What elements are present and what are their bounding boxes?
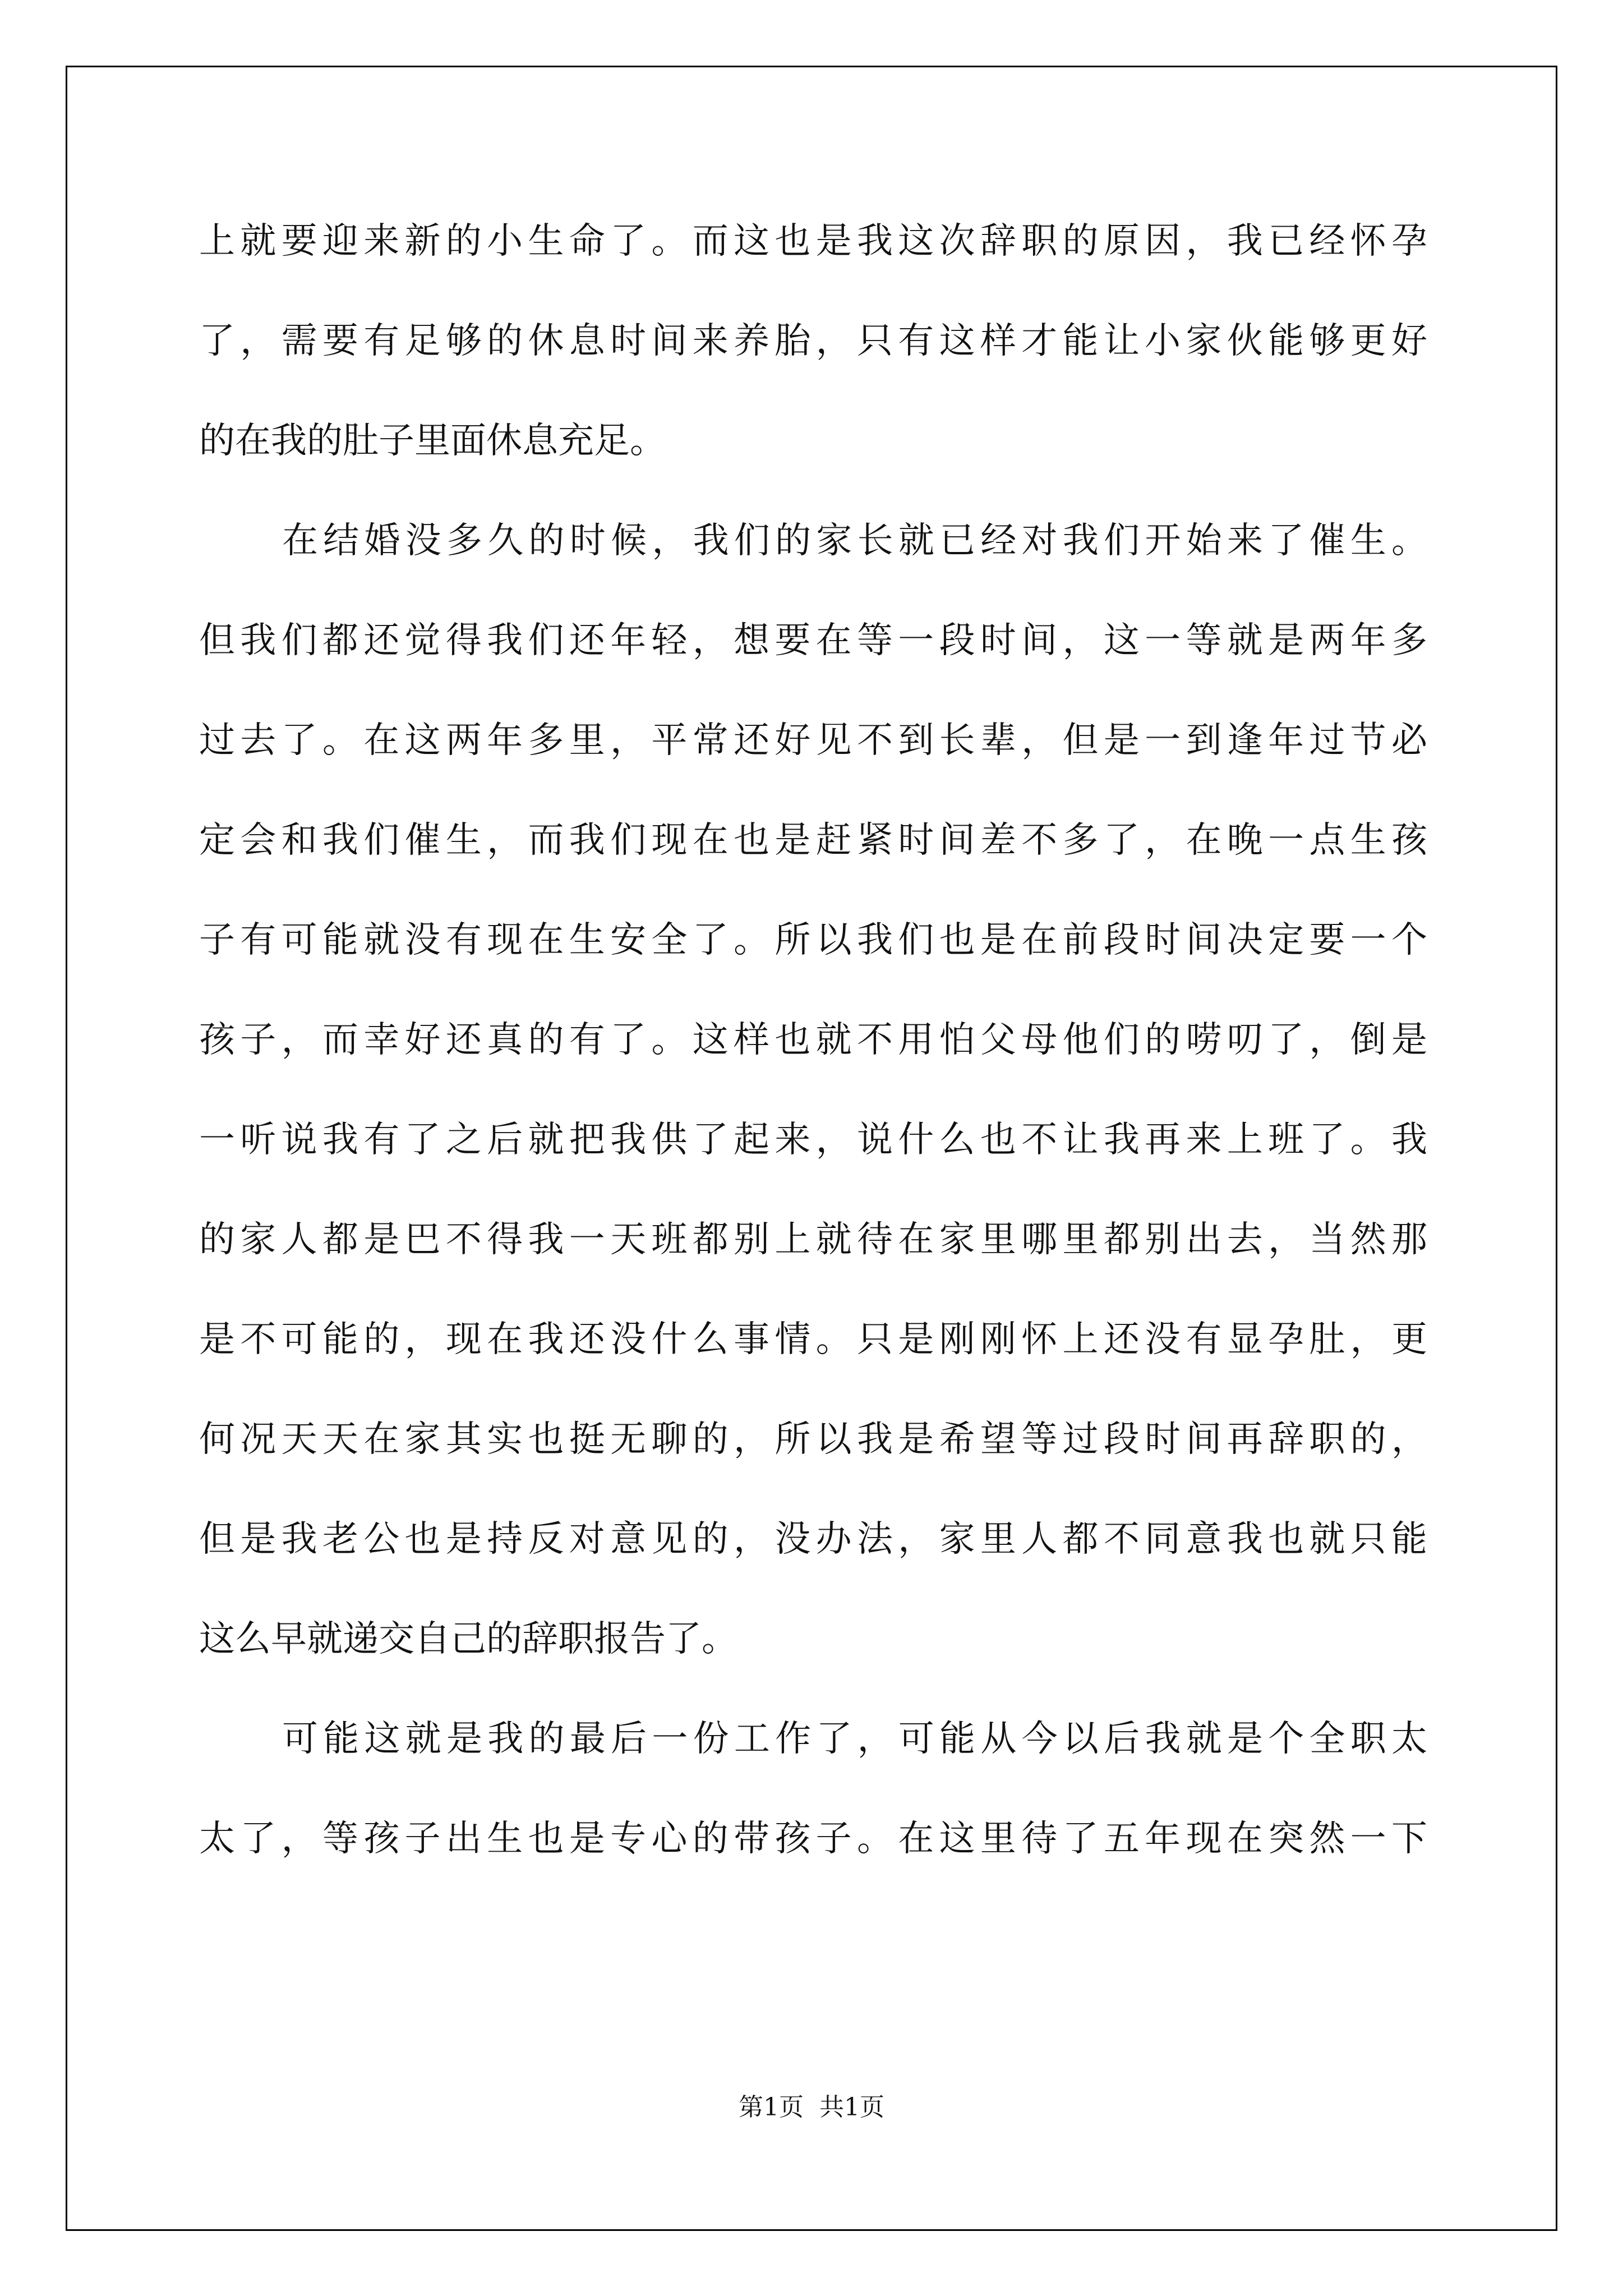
page-number: 第1页 xyxy=(739,2093,804,2122)
text-line: 了，需要有足够的休息时间来养胎，只有这样才能让小家伙能够更好 xyxy=(199,320,1427,362)
text-line: 子有可能就没有现在生安全了。所以我们也是在前段时间决定要一个 xyxy=(199,919,1427,961)
text-line: 的家人都是巴不得我一天班都别上就待在家里哪里都别出去，当然那 xyxy=(199,1219,1427,1260)
text-line: 这么早就递交自己的辞职报告了。 xyxy=(199,1618,737,1660)
text-line: 一听说我有了之后就把我供了起来，说什么也不让我再来上班了。我 xyxy=(199,1119,1427,1161)
text-line: 太了，等孩子出生也是专心的带孩子。在这里待了五年现在突然一下 xyxy=(199,1818,1427,1860)
page-total: 共1页 xyxy=(819,2093,884,2122)
text-line: 在结婚没多久的时候，我们的家长就已经对我们开始来了催生。 xyxy=(282,520,1427,562)
text-line: 是不可能的，现在我还没什么事情。只是刚刚怀上还没有显孕肚，更 xyxy=(199,1319,1427,1360)
document-body xyxy=(199,208,1427,1905)
page-footer xyxy=(0,2087,1623,2123)
text-line: 定会和我们催生，而我们现在也是赶紧时间差不多了，在晚一点生孩 xyxy=(199,820,1427,861)
text-line: 的在我的肚子里面休息充足。 xyxy=(199,420,666,462)
text-line: 但我们都还觉得我们还年轻，想要在等一段时间，这一等就是两年多 xyxy=(199,620,1427,661)
text-line: 何况天天在家其实也挺无聊的，所以我是希望等过段时间再辞职的， xyxy=(199,1419,1427,1460)
text-line: 可能这就是我的最后一份工作了，可能从今以后我就是个全职太 xyxy=(282,1718,1427,1760)
text-line: 过去了。在这两年多里，平常还好见不到长辈，但是一到逢年过节必 xyxy=(199,720,1427,761)
text-line: 孩子，而幸好还真的有了。这样也就不用怕父母他们的唠叨了，倒是 xyxy=(199,1019,1427,1061)
text-line: 但是我老公也是持反对意见的，没办法，家里人都不同意我也就只能 xyxy=(199,1519,1427,1560)
text-line: 上就要迎来新的小生命了。而这也是我这次辞职的原因，我已经怀孕 xyxy=(199,220,1427,262)
